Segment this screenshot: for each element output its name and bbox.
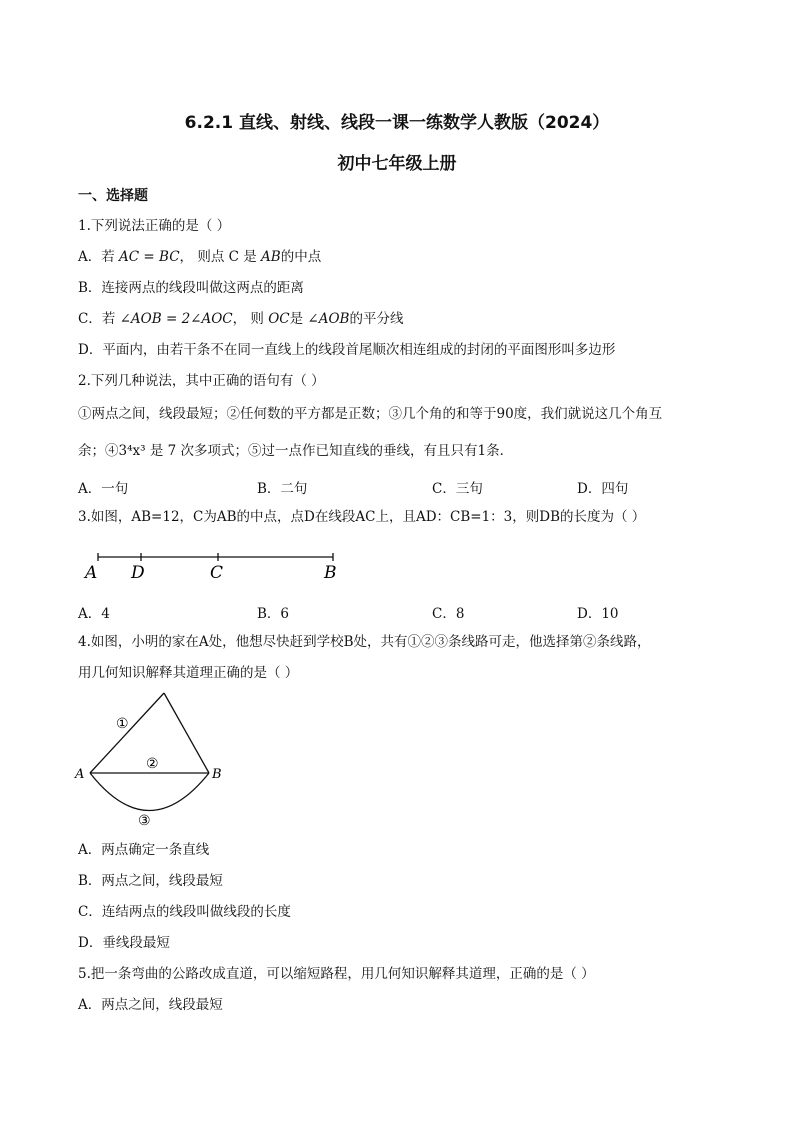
point-label-a: A — [85, 563, 98, 583]
q2-statement-line2: 余；④3⁴x³ 是 7 次多项式；⑤过一点作已知直线的垂线，有且只有1条． — [78, 443, 514, 459]
point-label-b: B — [324, 563, 337, 583]
q3-option-d: D．10 — [577, 606, 619, 622]
q2-option-a: A．一句 — [78, 481, 129, 497]
route-2-label: ② — [146, 756, 159, 772]
q2-statement-line1: ①两点之间，线段最短；②任何数的平方都是正数；③几个角的和等于90度，我们就说这几个角互 — [78, 406, 663, 422]
q3-stem: 3.如图，AB=12，C为AB的中点，点D在线段AC上，且AD：CB=1：3，则DB的长度为（ ） — [78, 509, 646, 525]
q4-stem-line2: 用几何知识解释其道理正确的是（ ） — [78, 665, 299, 681]
point-label-a: A — [75, 767, 85, 782]
q1-option-a: A．若 AC = BC， 则点 C 是 AB的中点 — [78, 249, 322, 265]
section-heading: 一、选择题 — [78, 188, 148, 204]
route-1-label: ① — [116, 716, 129, 732]
point-label-d: D — [131, 563, 145, 583]
q3-option-a: A．4 — [78, 606, 110, 622]
q4-stem-line1: 4.如图，小明的家在A处，他想尽快赶到学校B处，共有①②③条线路可走，他选择第②条线路， — [78, 634, 651, 650]
q1-stem: 1.下列说法正确的是（ ） — [78, 218, 231, 234]
q5-stem: 5.把一条弯曲的公路改成直道，可以缩短路程，用几何知识解释其道理，正确的是（ ） — [78, 966, 595, 982]
q2-stem: 2.下列几种说法，其中正确的语句有（ ） — [78, 373, 325, 389]
q4-option-a: A．两点确定一条直线 — [78, 842, 210, 858]
q3-option-c: C．8 — [432, 606, 465, 622]
q4-routes-figure — [72, 688, 232, 830]
point-label-c: C — [210, 563, 224, 583]
q2-option-d: D．四句 — [577, 481, 629, 497]
doc-subtitle: 初中七年级上册 — [337, 154, 457, 174]
q4-option-b: B．两点之间，线段最短 — [78, 873, 223, 889]
route-3-label: ③ — [138, 813, 151, 829]
q2-option-c: C．三句 — [432, 481, 483, 497]
q1-option-c: C．若 ∠AOB = 2∠AOC， 则 OC是 ∠AOB的平分线 — [78, 311, 404, 327]
q1-option-d: D．平面内，由若干条不在同一直线上的线段首尾顺次相连组成的封闭的平面图形叫多边形 — [78, 342, 616, 358]
q3-segment-figure — [80, 545, 350, 585]
q1-option-b: B．连接两点的线段叫做这两点的距离 — [78, 280, 304, 296]
q4-option-d: D．垂线段最短 — [78, 935, 170, 951]
doc-title: 6.2.1 直线、射线、线段一课一练数学人教版（2024） — [184, 113, 610, 133]
q4-option-c: C．连结两点的线段叫做线段的长度 — [78, 904, 291, 920]
point-label-b: B — [212, 767, 222, 782]
q3-option-b: B．6 — [257, 606, 290, 622]
q2-option-b: B．二句 — [257, 481, 308, 497]
q5-option-a: A．两点之间，线段最短 — [78, 997, 223, 1013]
